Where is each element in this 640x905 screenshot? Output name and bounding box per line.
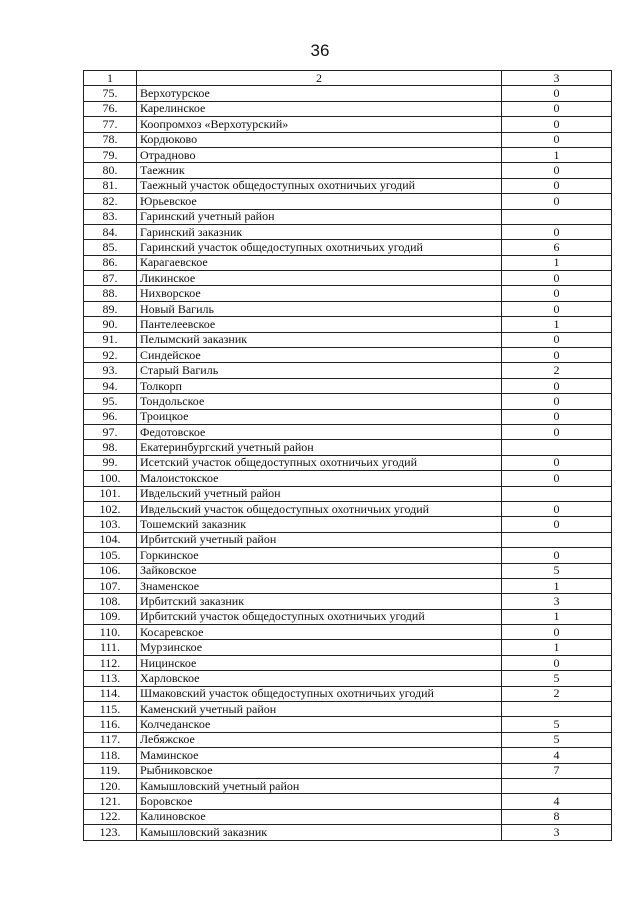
table-row [84,640,612,655]
row-name: Зайковское [137,563,502,578]
row-number: 92. [84,348,137,363]
page-number: 36 [310,41,330,60]
row-value: 0 [502,409,612,424]
row-number: 117. [84,732,137,747]
row-name: Исетский участок общедоступных охотничьих угодий [137,455,502,470]
row-number: 120. [84,778,137,793]
row-number: 118. [84,748,137,763]
table-row [84,763,612,778]
header-col-1: 1 [84,71,137,86]
row-name: Ивдельский учетный район [137,486,502,501]
table-row [84,348,612,363]
row-name: Толкорп [137,378,502,393]
row-value [502,778,612,793]
table-row [84,178,612,193]
table-row [84,194,612,209]
row-name: Ницинское [137,655,502,670]
row-value: 0 [502,548,612,563]
row-name: Харловское [137,671,502,686]
table-row [84,455,612,470]
row-number: 119. [84,763,137,778]
table-row [84,101,612,116]
table-body [84,86,612,840]
row-value: 5 [502,717,612,732]
row-value: 0 [502,286,612,301]
row-name: Юрьевское [137,194,502,209]
row-value: 3 [502,825,612,840]
row-number: 106. [84,563,137,578]
row-value: 0 [502,332,612,347]
row-number: 85. [84,240,137,255]
row-name: Ирбитский учетный район [137,532,502,547]
row-name: Мурзинское [137,640,502,655]
table-row [84,271,612,286]
row-number: 115. [84,702,137,717]
row-number: 96. [84,409,137,424]
row-value: 5 [502,671,612,686]
table-row [84,117,612,132]
row-value: 2 [502,686,612,701]
row-name: Калиновское [137,809,502,824]
row-name: Тондольское [137,394,502,409]
row-name: Ирбитский участок общедоступных охотничьих угодий [137,609,502,624]
row-value: 0 [502,86,612,101]
row-value: 0 [502,117,612,132]
row-value: 0 [502,501,612,516]
row-name: Новый Вагиль [137,301,502,316]
table-row [84,240,612,255]
table-row [84,209,612,224]
row-number: 91. [84,332,137,347]
row-number: 77. [84,117,137,132]
row-name: Боровское [137,794,502,809]
row-number: 111. [84,640,137,655]
row-value: 0 [502,163,612,178]
table-row [84,501,612,516]
row-name: Знаменское [137,578,502,593]
row-value: 0 [502,625,612,640]
row-value [502,209,612,224]
row-number: 101. [84,486,137,501]
table-row [84,163,612,178]
row-number: 93. [84,363,137,378]
row-value: 0 [502,394,612,409]
row-value: 4 [502,748,612,763]
row-name: Федотовское [137,424,502,439]
row-name: Карагаевское [137,255,502,270]
row-name: Старый Вагиль [137,363,502,378]
row-name: Ивдельский участок общедоступных охотничьих угодий [137,501,502,516]
row-number: 112. [84,655,137,670]
row-number: 97. [84,424,137,439]
row-number: 87. [84,271,137,286]
row-number: 79. [84,147,137,162]
row-name: Каменский учетный район [137,702,502,717]
row-name: Горкинское [137,548,502,563]
row-value: 0 [502,301,612,316]
row-value: 0 [502,471,612,486]
row-name: Гаринский участок общедоступных охотничьих угодий [137,240,502,255]
row-name: Ликинское [137,271,502,286]
row-value: 2 [502,363,612,378]
row-name: Таежный участок общедоступных охотничьих угодий [137,178,502,193]
table-row [84,440,612,455]
table-row [84,255,612,270]
row-value: 3 [502,594,612,609]
row-name: Коопромхоз «Верхотурский» [137,117,502,132]
table-row [84,548,612,563]
row-value: 0 [502,655,612,670]
row-name: Шмаковский участок общедоступных охотничьих угодий [137,686,502,701]
row-name: Синдейское [137,348,502,363]
row-name: Камышловский заказник [137,825,502,840]
row-value: 1 [502,640,612,655]
table-row [84,378,612,393]
row-value: 7 [502,763,612,778]
row-number: 103. [84,517,137,532]
row-value: 1 [502,255,612,270]
row-number: 78. [84,132,137,147]
row-name: Маминское [137,748,502,763]
row-number: 123. [84,825,137,840]
row-number: 116. [84,717,137,732]
row-name: Троицкое [137,409,502,424]
row-value: 0 [502,194,612,209]
row-value: 5 [502,563,612,578]
row-value: 0 [502,455,612,470]
row-number: 122. [84,809,137,824]
row-number: 98. [84,440,137,455]
table-row [84,147,612,162]
row-value: 1 [502,609,612,624]
row-number: 100. [84,471,137,486]
row-number: 94. [84,378,137,393]
table-row [84,717,612,732]
row-name: Гаринский учетный район [137,209,502,224]
header-col-3: 3 [502,71,612,86]
table-row [84,686,612,701]
row-name: Косаревское [137,625,502,640]
row-value: 0 [502,178,612,193]
table-row [84,825,612,840]
row-number: 81. [84,178,137,193]
table-row [84,86,612,101]
table-row [84,609,612,624]
table-row [84,778,612,793]
row-value: 6 [502,240,612,255]
table-row [84,409,612,424]
row-name: Нихворское [137,286,502,301]
hunting-grounds-table [83,70,612,841]
row-name: Колчеданское [137,717,502,732]
table-row [84,486,612,501]
row-name: Лебяжское [137,732,502,747]
row-number: 121. [84,794,137,809]
row-name: Карелинское [137,101,502,116]
table-row [84,578,612,593]
table-row [84,517,612,532]
row-number: 90. [84,317,137,332]
row-value: 1 [502,317,612,332]
row-value: 5 [502,732,612,747]
table-row [84,394,612,409]
row-number: 114. [84,686,137,701]
row-value: 1 [502,147,612,162]
row-value: 1 [502,578,612,593]
table-row [84,532,612,547]
table-row [84,732,612,747]
table-row [84,655,612,670]
row-number: 82. [84,194,137,209]
row-number: 104. [84,532,137,547]
row-value: 0 [502,378,612,393]
row-number: 109. [84,609,137,624]
row-value: 0 [502,424,612,439]
table-row [84,363,612,378]
row-name: Екатеринбургский учетный район [137,440,502,455]
row-number: 86. [84,255,137,270]
row-number: 105. [84,548,137,563]
row-name: Верхотурское [137,86,502,101]
table-row [84,301,612,316]
table-row [84,286,612,301]
row-name: Кордюково [137,132,502,147]
row-value [502,486,612,501]
row-number: 88. [84,286,137,301]
row-number: 89. [84,301,137,316]
row-value: 0 [502,517,612,532]
table-row [84,424,612,439]
table-row [84,332,612,347]
row-number: 84. [84,224,137,239]
table-row [84,702,612,717]
table-row [84,809,612,824]
row-value: 0 [502,101,612,116]
table-row [84,671,612,686]
table-row [84,794,612,809]
row-value [502,440,612,455]
table-row [84,317,612,332]
table-header-row [84,71,612,86]
row-value [502,532,612,547]
row-name: Ирбитский заказник [137,594,502,609]
table-row [84,594,612,609]
row-value: 8 [502,809,612,824]
row-name: Малоистокское [137,471,502,486]
row-name: Рыбниковское [137,763,502,778]
row-name: Пелымский заказник [137,332,502,347]
row-value: 0 [502,271,612,286]
row-number: 95. [84,394,137,409]
row-number: 107. [84,578,137,593]
row-value: 4 [502,794,612,809]
row-value: 0 [502,132,612,147]
row-name: Таежник [137,163,502,178]
row-number: 110. [84,625,137,640]
row-number: 99. [84,455,137,470]
table-row [84,625,612,640]
table-row [84,132,612,147]
table-row [84,563,612,578]
row-value: 0 [502,224,612,239]
row-value [502,702,612,717]
row-name: Гаринский заказник [137,224,502,239]
header-col-2: 2 [137,71,502,86]
row-name: Камышловский учетный район [137,778,502,793]
row-number: 113. [84,671,137,686]
row-number: 80. [84,163,137,178]
row-number: 75. [84,86,137,101]
row-number: 108. [84,594,137,609]
row-number: 83. [84,209,137,224]
row-number: 76. [84,101,137,116]
row-value: 0 [502,348,612,363]
row-name: Тошемский заказник [137,517,502,532]
table-row [84,224,612,239]
row-name: Пантелеевское [137,317,502,332]
row-name: Отрадново [137,147,502,162]
table-row [84,748,612,763]
table-row [84,471,612,486]
row-number: 102. [84,501,137,516]
